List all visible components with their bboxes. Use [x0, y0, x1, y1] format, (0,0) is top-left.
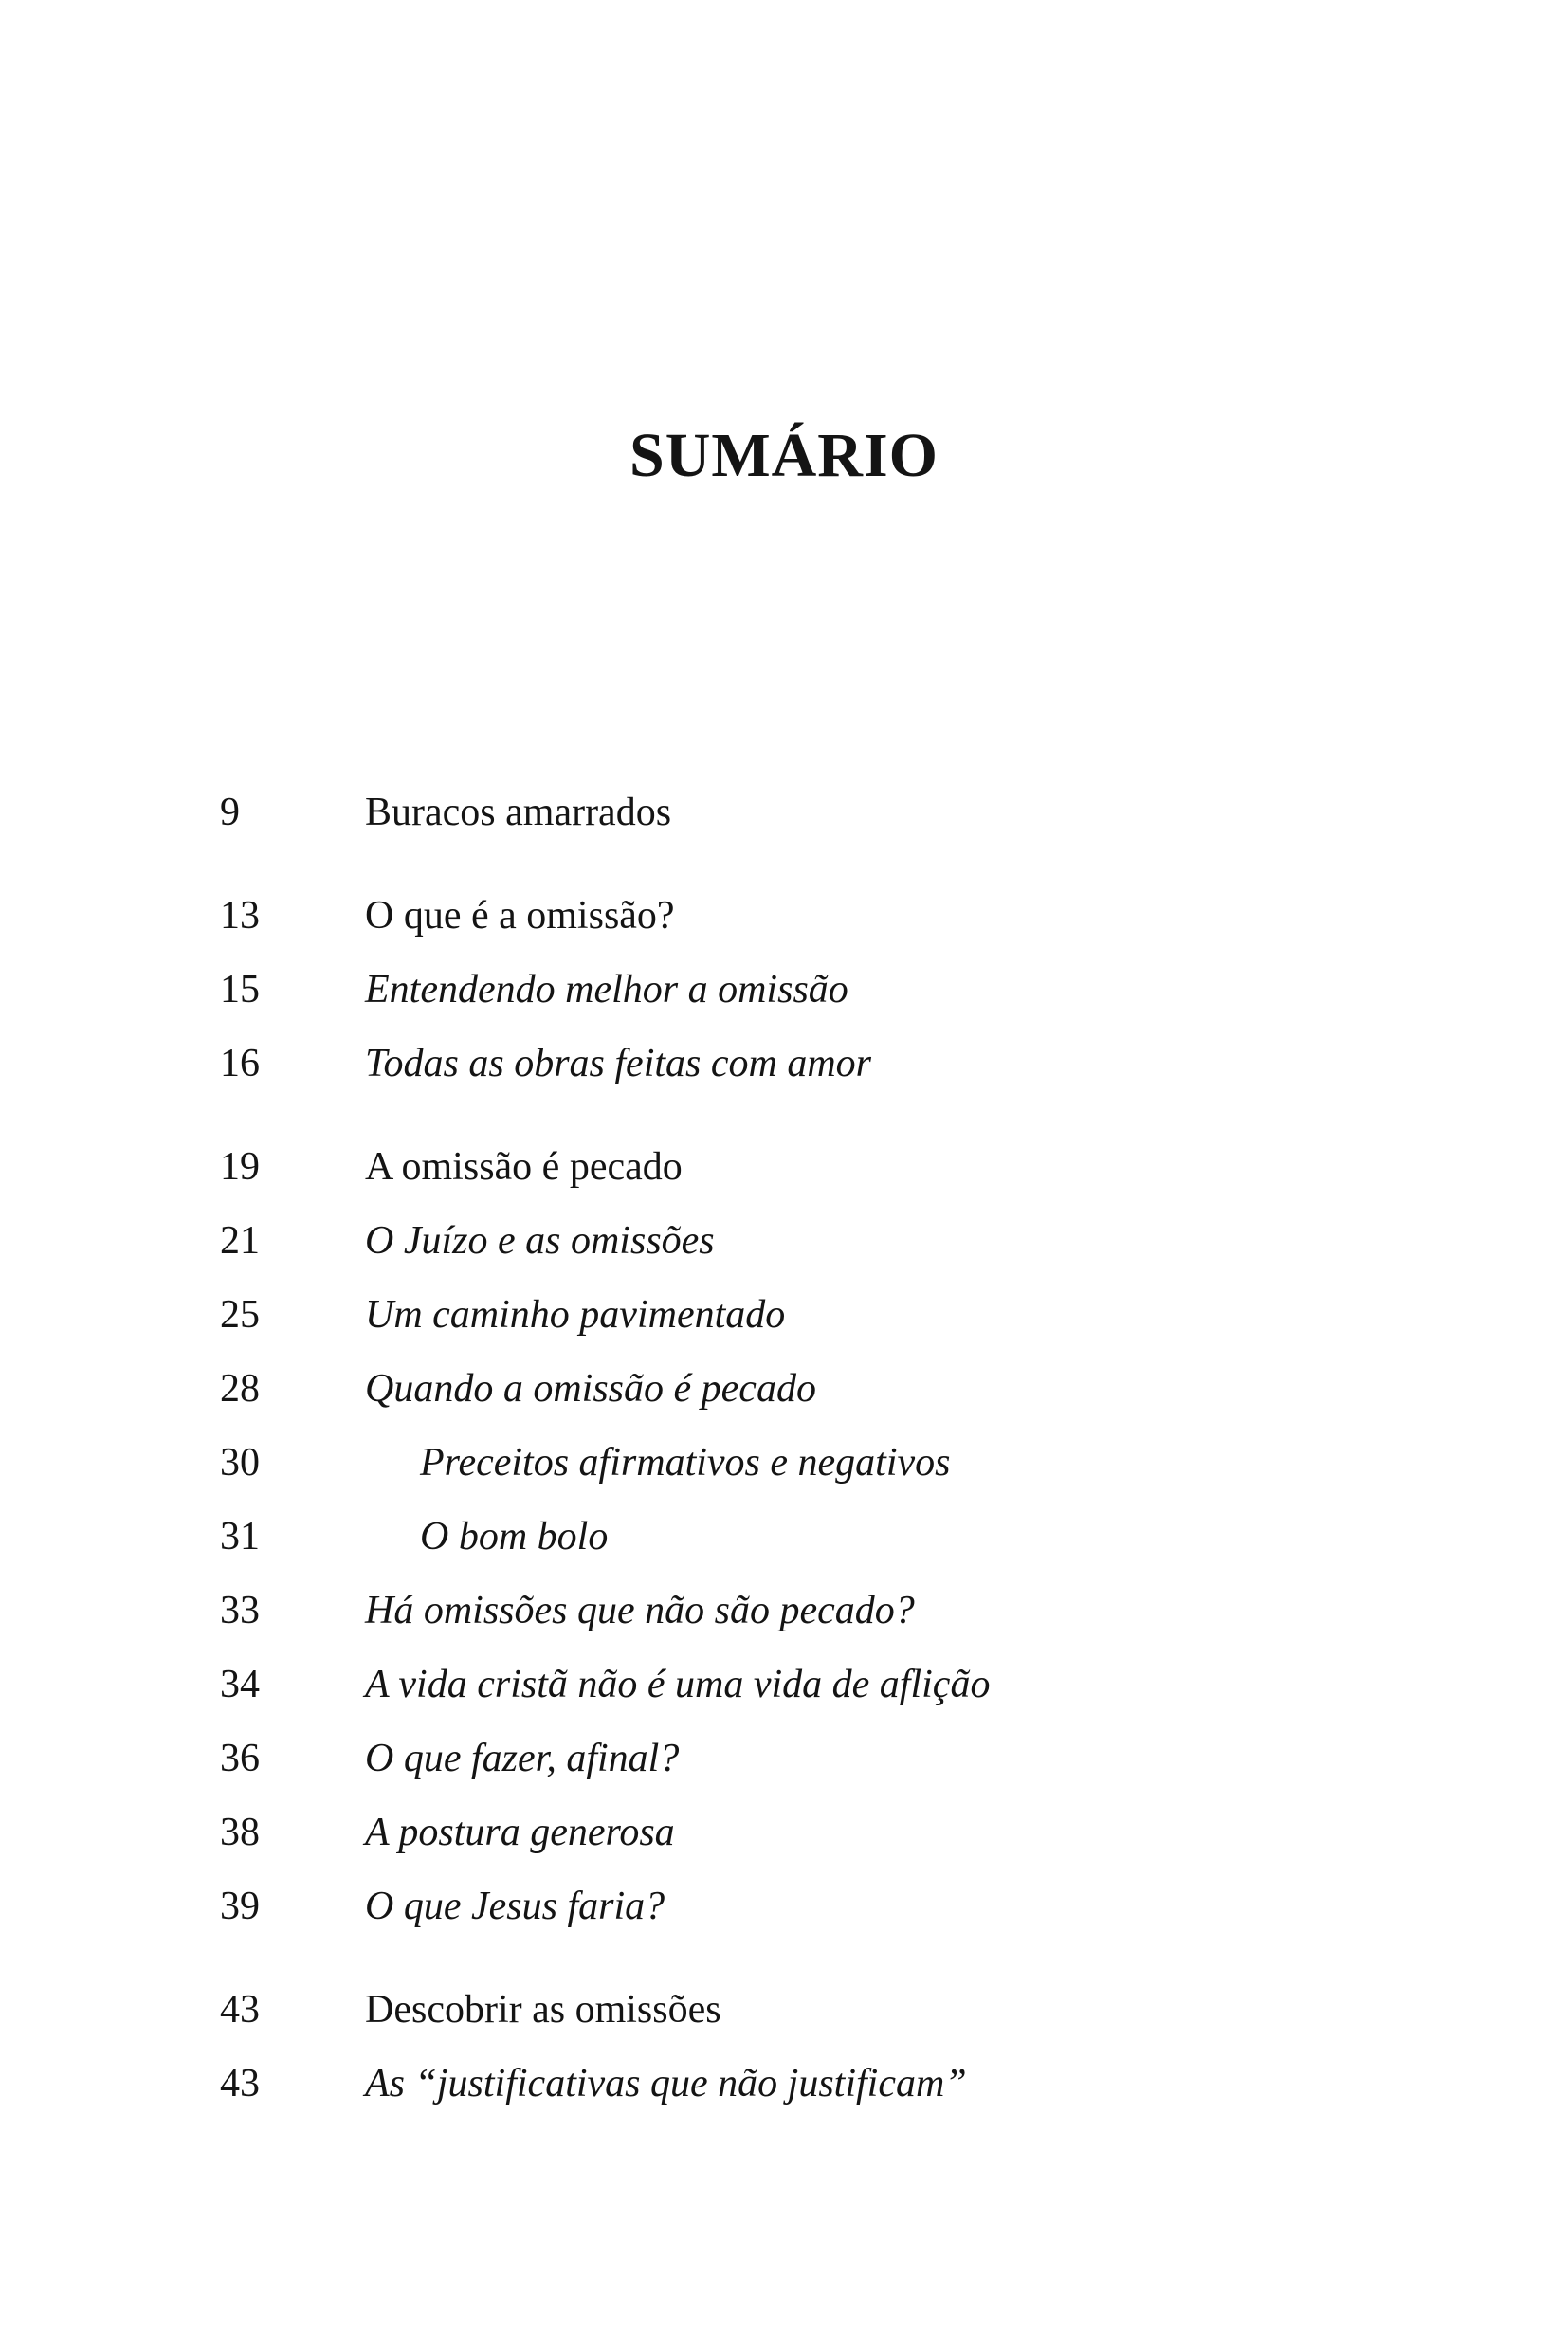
toc-entry-label: As “justificativas que não justificam” — [365, 2062, 967, 2105]
toc-row — [220, 1795, 1358, 1869]
toc-row — [220, 1869, 1358, 1943]
toc-page-number: 13 — [220, 894, 260, 938]
toc-page-number: 43 — [220, 2062, 260, 2105]
toc-page-number: 31 — [220, 1515, 260, 1558]
toc-row — [220, 1973, 1358, 2047]
toc-page-number: 39 — [220, 1885, 260, 1928]
toc-row — [220, 1278, 1358, 1352]
toc-entry-label: Descobrir as omissões — [365, 1988, 721, 2032]
toc-row — [220, 2047, 1358, 2121]
toc-row — [220, 879, 1358, 953]
toc-page-number: 25 — [220, 1293, 260, 1337]
toc-row — [220, 1130, 1358, 1204]
toc-page-number: 9 — [220, 791, 240, 834]
toc-page-number: 34 — [220, 1663, 260, 1706]
toc-entry-label: O bom bolo — [420, 1515, 609, 1558]
toc-entry-label: O que fazer, afinal? — [365, 1737, 680, 1780]
toc-entry-label: Há omissões que não são pecado? — [365, 1589, 915, 1632]
toc-page-number: 36 — [220, 1737, 260, 1780]
toc-entry-label: Preceitos afirmativos e negativos — [420, 1441, 951, 1485]
toc-page-number: 38 — [220, 1811, 260, 1854]
toc-row — [220, 1426, 1358, 1500]
toc-entry-label: O que é a omissão? — [365, 894, 675, 938]
toc-entry-label: Quando a omissão é pecado — [365, 1367, 816, 1411]
toc-page-number: 30 — [220, 1441, 260, 1485]
toc-page-number: 43 — [220, 1988, 260, 2032]
toc-row — [220, 1500, 1358, 1574]
toc-entry-label: O Juízo e as omissões — [365, 1219, 715, 1263]
toc-row — [220, 1648, 1358, 1722]
toc-row — [220, 953, 1358, 1027]
toc-entry-label: O que Jesus faria? — [365, 1885, 665, 1928]
toc-entry-label: Um caminho pavimentado — [365, 1293, 786, 1337]
toc-row — [220, 1722, 1358, 1795]
toc-row — [220, 1204, 1358, 1278]
toc-page-number: 15 — [220, 968, 260, 1011]
toc-entry-label: A vida cristã não é uma vida de aflição — [365, 1663, 991, 1706]
toc-row — [220, 1574, 1358, 1648]
toc-page-number: 21 — [220, 1219, 260, 1263]
toc-page-number: 28 — [220, 1367, 260, 1411]
toc-page-number: 16 — [220, 1042, 260, 1085]
toc-list — [220, 746, 1358, 2121]
toc-entry-label: A omissão é pecado — [365, 1145, 683, 1189]
toc-entry-label: Entendendo melhor a omissão — [365, 968, 848, 1011]
toc-page-number: 19 — [220, 1145, 260, 1189]
toc-entry-label: A postura generosa — [365, 1811, 675, 1854]
toc-row — [220, 1027, 1358, 1101]
page-title: SUMÁRIO — [629, 421, 939, 490]
toc-entry-label: Todas as obras feitas com amor — [365, 1042, 872, 1085]
toc-page-number: 33 — [220, 1589, 260, 1632]
toc-entry-label: Buracos amarrados — [365, 791, 672, 834]
toc-row — [220, 775, 1358, 849]
toc-row — [220, 1352, 1358, 1426]
